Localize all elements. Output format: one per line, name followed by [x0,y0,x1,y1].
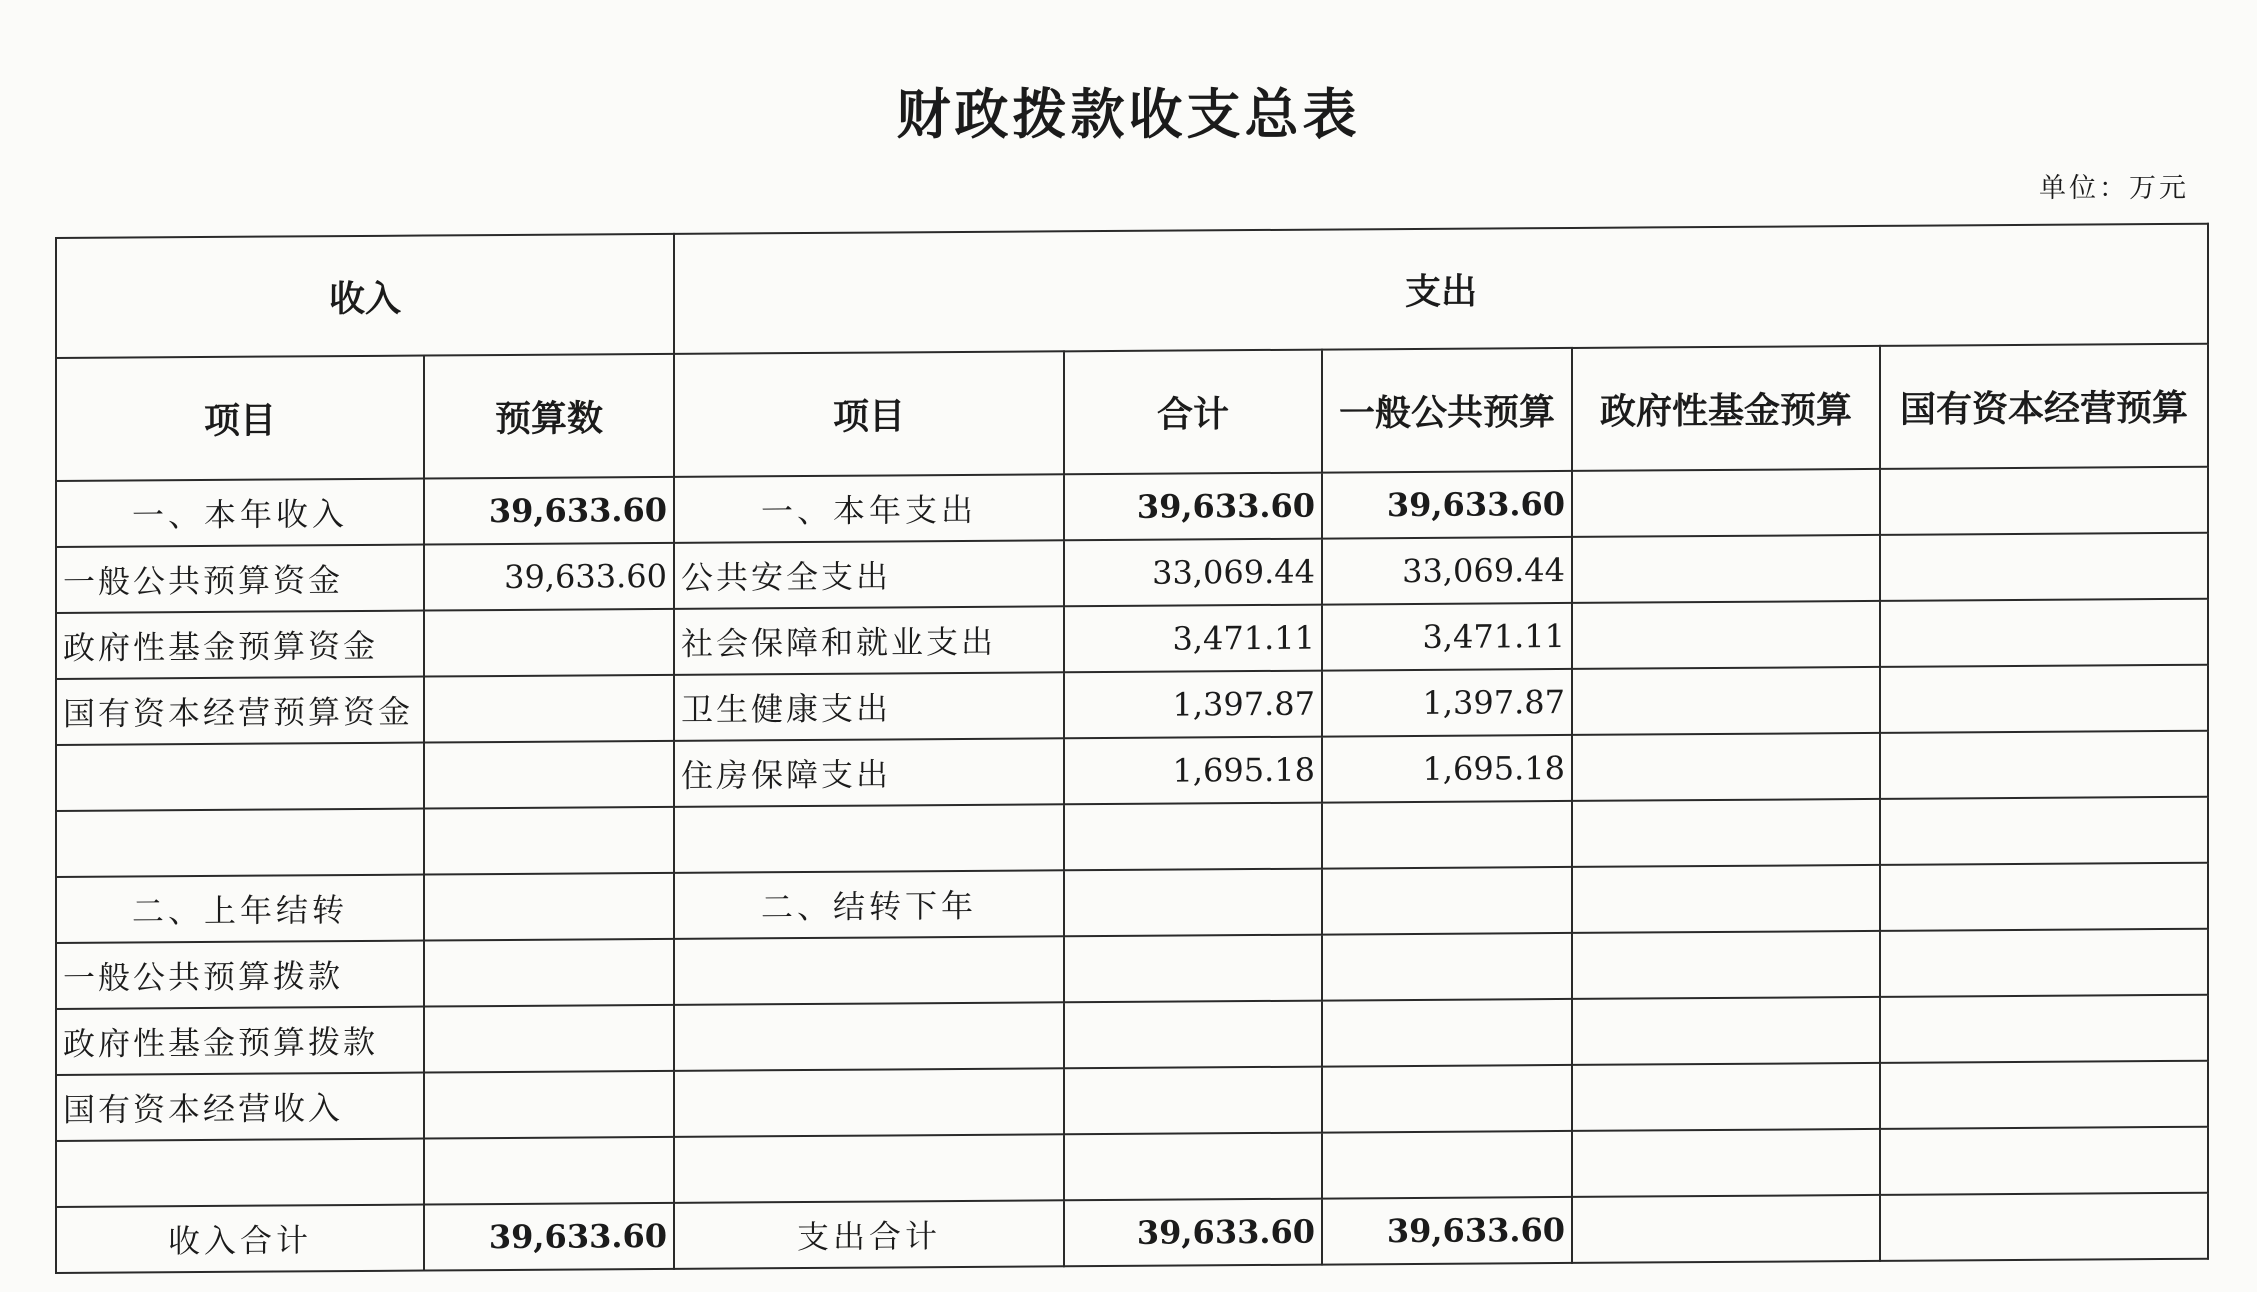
total-cell: 1,695.18 [1064,737,1322,805]
general-budget-cell: 39,633.60 [1322,1197,1572,1265]
income-item-cell [56,809,424,877]
total-cell: 39,633.60 [1064,1199,1322,1267]
total-cell: 1,397.87 [1064,671,1322,739]
income-header: 收入 [56,234,674,358]
income-budget-cell: 39,633.60 [424,477,674,545]
general-budget-header: 一般公共预算 [1322,348,1572,473]
income-budget-cell [424,675,674,743]
expense-item-cell [674,1002,1064,1071]
expense-item-cell: 社会保障和就业支出 [674,606,1064,675]
fund-budget-cell [1572,1195,1880,1263]
income-budget-cell [424,873,674,941]
income-budget-cell [424,741,674,809]
fund-budget-cell [1572,1063,1880,1131]
fund-budget-cell [1572,469,1880,537]
fund-budget-cell [1572,667,1880,735]
general-budget-cell [1322,801,1572,869]
expense-item-cell [674,1134,1064,1203]
fund-budget-cell [1572,733,1880,801]
income-item-cell: 二、上年结转 [56,875,424,943]
general-budget-cell: 1,397.87 [1322,669,1572,737]
income-budget-cell [424,1071,674,1139]
expense-item-cell: 支出合计 [674,1200,1064,1269]
state-capital-budget-cell [1880,1193,2208,1261]
total-cell: 39,633.60 [1064,473,1322,541]
income-item-cell: 国有资本经营预算资金 [56,677,424,745]
table-row [56,1193,2208,1273]
fund-budget-header: 政府性基金预算 [1572,346,1880,471]
expense-item-cell: 卫生健康支出 [674,672,1064,741]
fiscal-table-container [55,223,2207,1261]
expense-item-cell: 二、结转下年 [674,870,1064,939]
income-budget-cell [424,609,674,677]
income-item-cell: 一、本年收入 [56,479,424,547]
expense-item-cell [674,804,1064,873]
general-budget-cell: 39,633.60 [1322,471,1572,539]
fund-budget-cell [1572,865,1880,933]
fund-budget-cell [1572,931,1880,999]
state-capital-budget-cell [1880,863,2208,931]
fiscal-summary-table [55,223,2209,1274]
total-cell [1064,869,1322,937]
general-budget-cell [1322,1131,1572,1199]
income-item-cell: 政府性基金预算资金 [56,611,424,679]
income-item-cell: 收入合计 [56,1205,424,1273]
income-budget-cell [424,939,674,1007]
state-capital-budget-cell [1880,1061,2208,1129]
total-cell: 33,069.44 [1064,539,1322,607]
total-cell [1064,935,1322,1003]
general-budget-cell [1322,933,1572,1001]
general-budget-cell [1322,1065,1572,1133]
expense-item-header: 项目 [674,351,1064,477]
general-budget-cell: 33,069.44 [1322,537,1572,605]
income-item-cell: 国有资本经营收入 [56,1073,424,1141]
fund-budget-cell [1572,997,1880,1065]
income-item-cell: 一般公共预算拨款 [56,941,424,1009]
income-budget-cell [424,807,674,875]
state-capital-budget-cell [1880,731,2208,799]
income-budget-cell [424,1005,674,1073]
fund-budget-cell [1572,1129,1880,1197]
state-capital-budget-cell [1880,665,2208,733]
state-capital-budget-header: 国有资本经营预算 [1880,344,2208,469]
total-cell: 3,471.11 [1064,605,1322,673]
state-capital-budget-cell [1880,929,2208,997]
total-cell [1064,803,1322,871]
page-title: 财政拨款收支总表 [896,82,1361,146]
total-header: 合计 [1064,350,1322,475]
expense-item-cell: 住房保障支出 [674,738,1064,807]
general-budget-cell [1322,867,1572,935]
fund-budget-cell [1572,535,1880,603]
fund-budget-cell [1572,799,1880,867]
state-capital-budget-cell [1880,995,2208,1063]
expense-item-cell: 公共安全支出 [674,540,1064,609]
income-budget-cell: 39,633.60 [424,543,674,611]
general-budget-cell: 1,695.18 [1322,735,1572,803]
fund-budget-cell [1572,601,1880,669]
total-cell [1064,1133,1322,1201]
state-capital-budget-cell [1880,797,2208,865]
income-item-cell: 一般公共预算资金 [56,545,424,613]
income-item-cell: 政府性基金预算拨款 [56,1007,424,1075]
income-item-cell [56,1139,424,1207]
income-budget-cell [424,1137,674,1205]
income-budget-cell: 39,633.60 [424,1203,674,1271]
unit-label: 单位：万元 [2039,173,2189,204]
expense-item-cell [674,1068,1064,1137]
income-item-cell [56,743,424,811]
header-row-groups [56,224,2208,358]
state-capital-budget-cell [1880,599,2208,667]
general-budget-cell [1322,999,1572,1067]
general-budget-cell: 3,471.11 [1322,603,1572,671]
total-cell [1064,1067,1322,1135]
state-capital-budget-cell [1880,1127,2208,1195]
total-cell [1064,1001,1322,1069]
income-item-header: 项目 [56,356,424,481]
expense-item-cell: 一、本年支出 [674,474,1064,543]
header-row-columns [56,344,2208,481]
state-capital-budget-cell [1880,533,2208,601]
expense-header: 支出 [674,224,2208,354]
expense-item-cell [674,936,1064,1005]
income-budget-header: 预算数 [424,354,674,479]
state-capital-budget-cell [1880,467,2208,535]
